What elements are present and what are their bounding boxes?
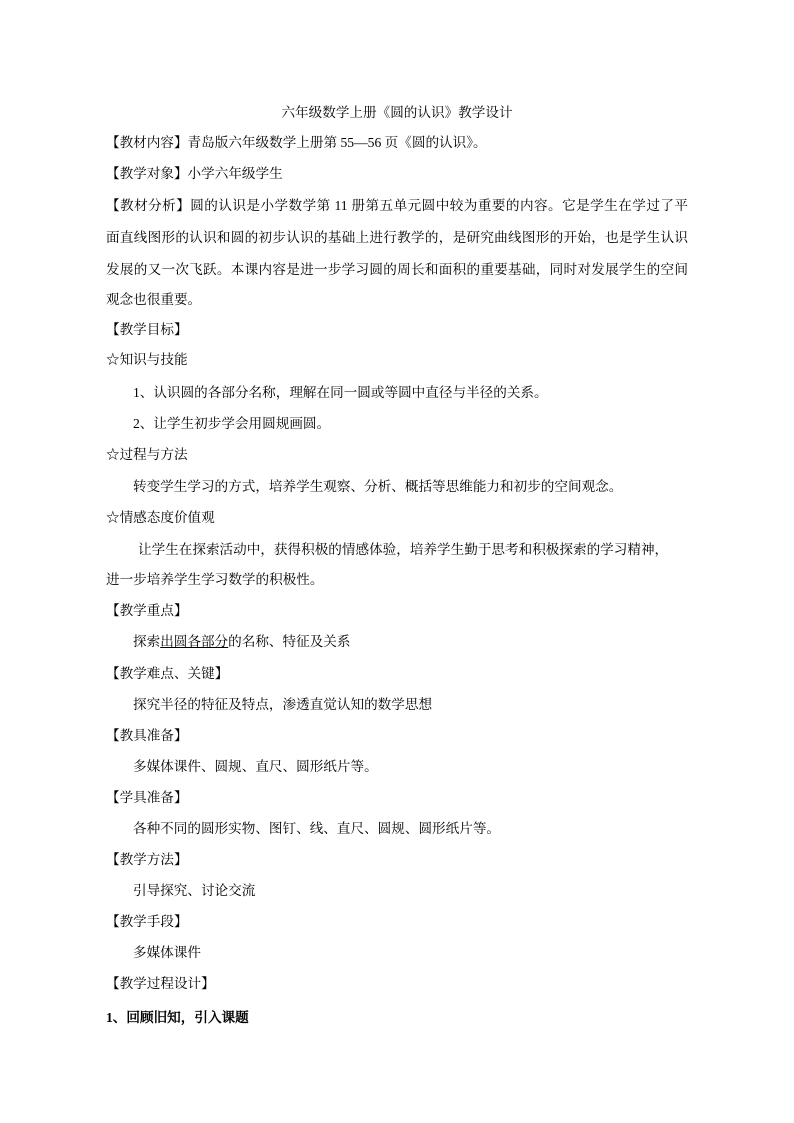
key-points-heading: 【教学重点】 <box>106 603 188 618</box>
teaching-tools-heading: 【教具准备】 <box>106 728 188 743</box>
process-heading: ☆过程与方法 <box>106 447 188 462</box>
key-points-after: 的名称、特征及关系 <box>228 634 351 649</box>
methods-heading: 【教学方法】 <box>106 852 188 867</box>
means-heading: 【教学手段】 <box>106 914 188 929</box>
knowledge-item-2: 2、让学生初步学会用圆规画圆。 <box>133 416 331 431</box>
methods-text: 引导探究、讨论交流 <box>133 883 256 898</box>
emotion-line-1: 让学生在探索活动中，获得积极的情感体验，培养学生勤于思考和积极探索的学习精神， <box>138 542 669 557</box>
means-text: 多媒体课件 <box>133 945 201 960</box>
teaching-audience: 【教学对象】小学六年级学生 <box>106 166 283 181</box>
objectives-heading: 【教学目标】 <box>106 322 188 337</box>
emotion-line-2: 进一步培养学生学习数学的积极性。 <box>106 572 324 587</box>
process-text: 转变学生学习的方式，培养学生观察、分析、概括等思维能力和初步的空间观念。 <box>133 479 623 494</box>
key-points-before: 探索 <box>133 634 161 649</box>
knowledge-item-1: 1、认识圆的各部分名称，理解在同一圆或等圆中直径与半径的关系。 <box>133 385 548 400</box>
difficulty-heading: 【教学难点、关键】 <box>106 666 229 681</box>
material-content: 【教材内容】青岛版六年级数学上册第 55—56 页《圆的认识》。 <box>106 135 487 150</box>
learning-tools-heading: 【学具准备】 <box>106 790 188 805</box>
analysis-line-2: 面直线图形的认识和圆的初步认识的基础上进行教学的，是研究曲线图形的开始，也是学生认识 <box>106 230 688 245</box>
learning-tools-text: 各种不同的圆形实物、图钉、线、直尺、圆规、圆形纸片等。 <box>133 821 501 836</box>
knowledge-heading: ☆知识与技能 <box>106 352 188 367</box>
key-points-text <box>133 632 351 652</box>
emotion-heading: ☆情感态度价值观 <box>106 510 215 525</box>
step-1-heading: 1、回顾旧知，引入课题 <box>106 1010 249 1025</box>
difficulty-text: 探究半径的特征及特点，渗透直觉认知的数学思想 <box>133 697 433 712</box>
key-points-underlined: 出圆各部分 <box>160 634 229 649</box>
document-title: 六年级数学上册《圆的认识》教学设计 <box>281 105 513 120</box>
process-design-heading: 【教学过程设计】 <box>106 976 215 991</box>
analysis-line-3: 发展的又一次飞跃。本课内容是进一步学习圆的周长和面积的重要基础，同时对发展学生的空间 <box>106 262 688 277</box>
analysis-line-1: 【教材分析】圆的认识是小学数学第 11 册第五单元圆中较为重要的内容。它是学生在学过了平 <box>106 198 688 213</box>
teaching-tools-text: 多媒体课件、圆规、直尺、圆形纸片等。 <box>133 759 378 774</box>
analysis-line-4: 观念也很重要。 <box>106 292 202 307</box>
